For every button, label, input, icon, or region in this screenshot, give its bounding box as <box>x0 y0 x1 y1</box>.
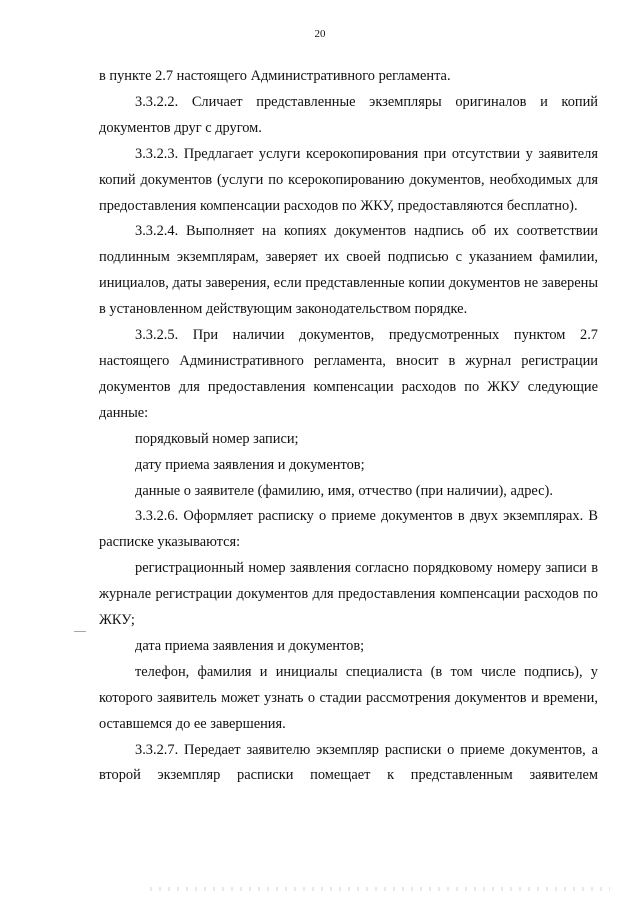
paragraph-3-3-2-2: 3.3.2.2. Сличает представленные экземпляры оригиналов и копий документов друг с другом. <box>99 93 598 136</box>
paragraph-continuation: в пункте 2.7 настоящего Административного регламента. <box>99 68 451 84</box>
page-number: 20 <box>314 28 326 40</box>
scan-noise-strip <box>150 887 610 891</box>
paragraph-3-3-2-7: 3.3.2.7. Передает заявителю экземпляр расписки о приеме документов, а второй экземпляр расписки помещает к представленным заявителем <box>99 741 598 784</box>
list-item: дата приема заявления и документов; <box>135 637 365 654</box>
list-item: регистрационный номер заявления согласно порядковому номеру записи в журнале регистрации документов для предоставления компенсации расходов по ЖКУ; <box>99 560 598 629</box>
paragraph-3-3-2-4: 3.3.2.4. Выполняет на копиях документов надпись об их соответствии подлинным экземплярам, заверяет их своей подписью с указанием фамилии, инициалов, даты заверения, если представленные копии документов не заверены в установленном действующим законодательством порядке. <box>99 223 598 318</box>
list-item: дату приема заявления и документов; <box>135 456 365 473</box>
list-item: телефон, фамилия и инициалы специалиста (в том числе подпись), у которого заявитель может узнать о стадии рассмотрения документов и времени, оставшемся до ее завершения. <box>99 663 598 732</box>
paragraph-3-3-2-3: 3.3.2.3. Предлагает услуги ксерокопирования при отсутствии у заявителя копий документов (услуги по ксерокопированию документов, необходимых для предоставления компенсации расходов по ЖКУ, предоставляются бесплатно). <box>99 145 598 214</box>
list-item: данные о заявителе (фамилию, имя, отчество (при наличии), адрес). <box>135 482 553 499</box>
paragraph-3-3-2-6: 3.3.2.6. Оформляет расписку о приеме документов в двух экземплярах. В расписке указываются: <box>99 508 598 551</box>
list-item: порядковый номер записи; <box>135 430 299 447</box>
paragraph-3-3-2-5: 3.3.2.5. При наличии документов, предусмотренных пунктом 2.7 настоящего Административного регламента, вносит в журнал регистрации документов для предоставления компенсации расходов по ЖКУ следующие данные: <box>99 327 598 421</box>
document-body <box>99 64 598 789</box>
scan-margin-mark <box>74 631 86 632</box>
